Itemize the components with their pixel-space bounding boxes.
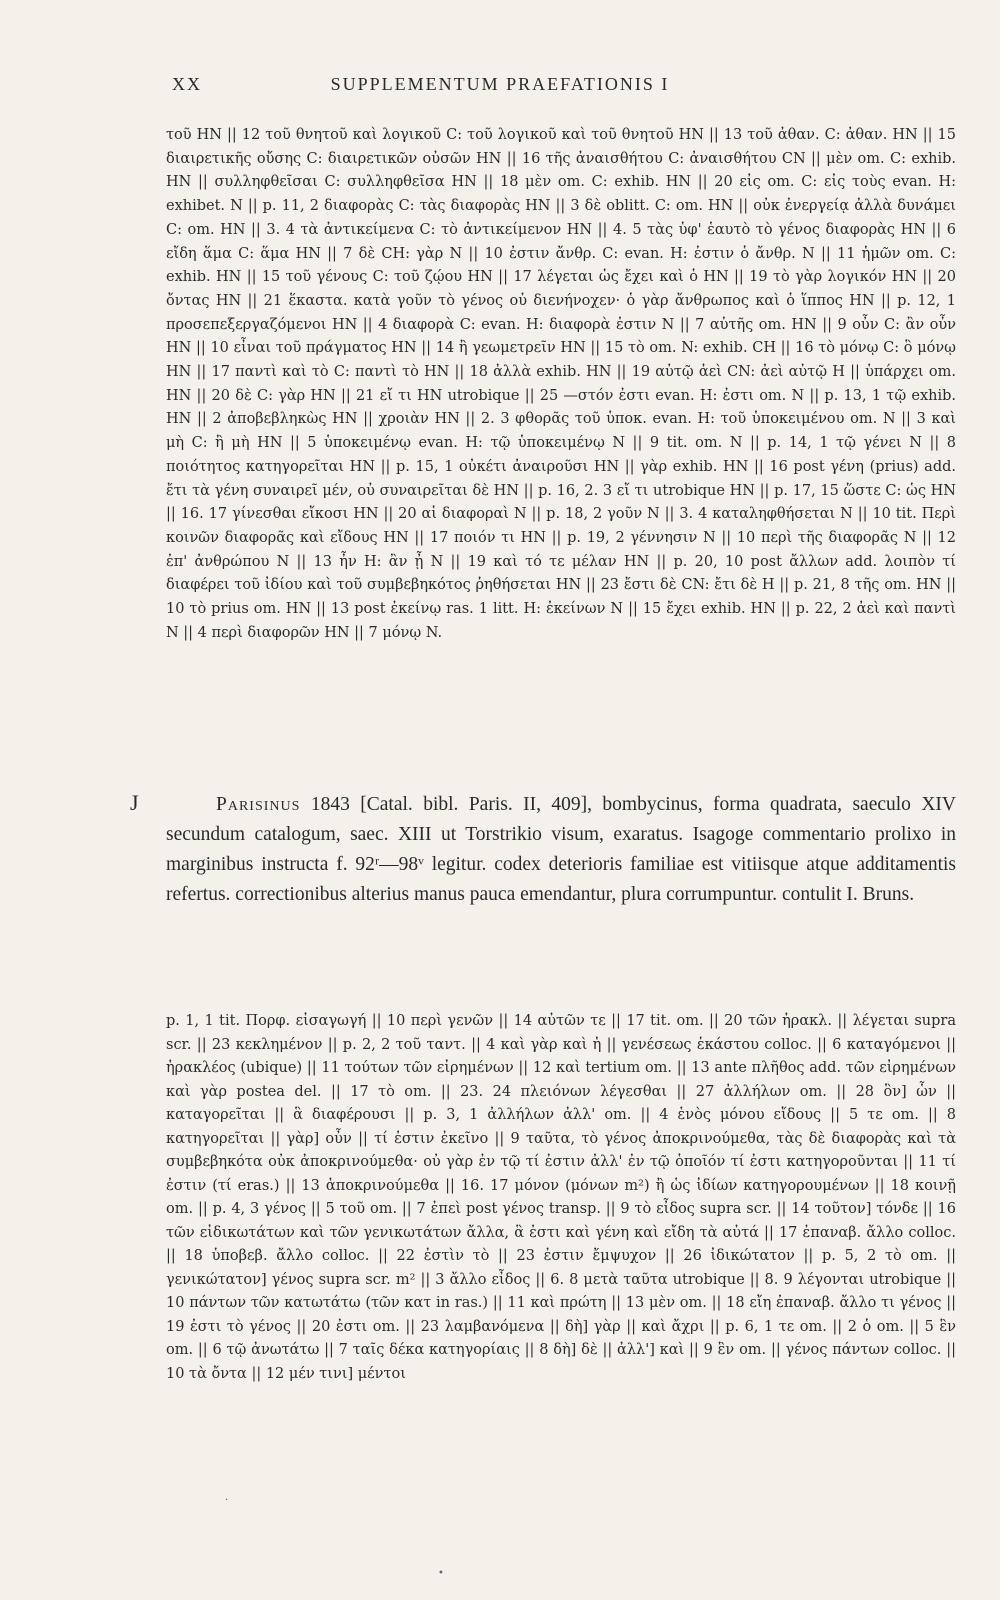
dot-mark: · [225, 1495, 229, 1506]
running-title: SUPPLEMENTUM PRAEFATIONIS I [330, 74, 670, 94]
apparatus-criticus-upper [166, 124, 956, 645]
codex-name: Parisinus [216, 794, 301, 815]
codex-description-text: 1843 [Catal. bibl. Paris. II, 409], bombycinus, forma quadrata, saeculo XIV secundum catalogum, saec. XIII ut Torstrikio visum, exaratus. Isagoge commentario prolixo in marginibus instructa f. 92ʳ—98ᵛ legitur. codex deterioris familiae est vitiisque atque additamentis refertus. correctionibus alterius manus pauca emendantur, plura corrumpuntur. contulit I. Bruns. [166, 794, 956, 905]
page-header [0, 74, 1000, 104]
codex-description [166, 790, 956, 910]
codex-siglum: J [130, 790, 139, 815]
apparatus-text: p. 1, 1 tit. Πορφ. εἰσαγωγή || 10 περὶ γενῶν || 14 αὐτῶν τε || 17 tit. om. || 20 τῶν ἡρακλ. || λέγεται supra scr. || 23 κεκλημένον || p. 2, 2 τοῦ ταντ. || 4 καὶ γὰρ καὶ ἡ || γενέσεως ἑκάστου colloc. || 6 καταγόμενοι || ἡρακλέος (ubique) || 11 τούτων τῶν εἰρημένων || 12 καὶ tertium om. || 13 ante πλῆθος add. τῶν εἰρημένων καὶ γὰρ postea del. || 17 τὸ om. || 23. 24 πλειόνων λέγεσθαι || 27 ἀλλήλων om. || 28 ὃν] ὧν || καταγορεῖται || ἃ διαφέρουσι || p. 3, 1 ἀλλήλων ἀλλ' om. || 4 ἑνὸς μόνου εἴδους || 5 τε om. || 8 κατηγορεῖται || γὰρ] οὖν || τί ἐστιν ἐκεῖνο || 9 ταῦτα, τὸ γένος ἀποκρινούμεθα, τὰς δὲ διαφορὰς καὶ τὰ συμβεβηκότα οὐκ ἀποκρινούμεθα· οὐ γὰρ ἐν τῷ τί ἐστιν ἀλλ' ἐν τῷ ὁποῖόν τί ἐστι κατηγοροῦνται || 11 τί ἐστιν (τί eras.) || 13 ἀποκρινούμεθα || 16. 17 μόνον (μόνων m²) ἢ ὡς ἰδίων κατηγορουμένων || 18 κοινῇ om. || p. 4, 3 γένος || 5 τοῦ om. || 7 ἐπεὶ post γένος transp. || 9 τὸ εἶδος supra scr. || 14 τοῦτον] τόνδε || 16 τῶν εἰδικωτάτων καὶ τῶν γενικωτάτων ἄλλα, ἃ ἐστι καὶ γένη καὶ εἴδη τὰ αὐτά || 17 ἐπαναβ. ἄλλο colloc. || 18 ὑποβεβ. ἄλλο colloc. || 22 ἐστὶν τὸ || 23 ἐστιν ἔμψυχον || 26 ἰδικώτατον || p. 5, 2 τὸ om. || γενικώτατον] γένος supra scr. m² || 3 ἄλλο εἶδος || 6. 8 μετὰ ταῦτα utrobique || 8. 9 λέγονται utrobique || 10 πάντων τῶν κατωτάτω (τῶν κατ in ras.) || 11 καὶ πρώτη || 13 μὲν om. || 18 εἴη ἐπαναβ. ἄλλο τι γένος || 19 ἐστι τὸ γένος || 20 ἐστι om. || 23 λαμβανόμενα || δὴ] γὰρ || καὶ ἄχρι || p. 6, 1 τε om. || 2 ὁ om. || 5 ἓν om. || 6 τῷ ἀνωτάτω || 7 ταῖς δέκα κατηγορίαις || 8 δὴ] δὲ || ἀλλ'] καὶ || 9 ἓν om. || γένος πάντων colloc. || 10 τὰ ὄντα || 12 μέν τινι] μέντοι [166, 1013, 956, 1382]
page-number: XX [172, 74, 202, 94]
apparatus-text: τοῦ HN || 12 τοῦ θνητοῦ καὶ λογικοῦ C: τοῦ λογικοῦ καὶ τοῦ θνητοῦ HN || 13 τοῦ ἀθαν. C: ἀθαν. HN || 15 διαιρετικῆς οὔσης C: διαιρετικῶν οὐσῶν HN || 16 τῆς ἀναισθήτου C: ἀναισθήτου CN || μὲν om. C: exhib. HN || συλληφθεῖσαι C: συλληφθεῖσα HN || 18 μὲν om. C: exhib. HN || 20 εἰς om. C: εἰς τοὺς evan. H: exhibet. N || p. 11, 2 διαφορὰς C: τὰς διαφορὰς HN || 3 δὲ oblitt. C: om. HN || οὐκ ἐνεργείᾳ ἀλλὰ δυνάμει C: om. HN || 3. 4 τὰ ἀντικείμενα C: τὸ ἀντικείμενον HN || 4. 5 τὰς ὑφ' ἑαυτὸ τὸ γένος διαφορὰς HN || 6 εἴδη ἅμα C: ἅμα HN || 7 δὲ CH: γὰρ N || 10 ἐστιν ἄνθρ. C: evan. H: ἐστιν ὁ ἄνθρ. N || 11 ἡμῶν om. C: exhib. HN || 15 τοῦ γένους C: τοῦ ζῴου HN || 17 λέγεται ὡς ἔχει καὶ ὁ HN || 19 τὸ γὰρ λογικόν HN || 20 ὄντας HN || 21 ἕκαστα. κατὰ γοῦν τὸ γένος οὐ διενήνοχεν· ὁ γὰρ ἄνθρωπος καὶ ὁ ἵππος HN || p. 12, 1 προσεπεξεργαζόμενοι HN || 4 διαφορὰ C: evan. H: διαφορὰ ἐστιν N || 7 αὐτῆς om. HN || 9 οὖν C: ἂν οὖν HN || 10 εἶναι τοῦ πράγματος HN || 14 ἢ γεωμετρεῖν HN || 15 τὸ om. N: exhib. CH || 16 τὸ μόνῳ C: ὃ μόνῳ HN || 17 παντὶ καὶ τὸ C: παντὶ τὸ HN || 18 ἀλλὰ exhib. HN || 19 αὐτῷ ἀεὶ CN: ἀεὶ αὐτῷ H || ὑπάρχει om. HN || 20 δὲ C: γὰρ HN || 21 εἴ τι HN utrobique || 25 —στόν ἐστι evan. H: ἐστι om. N || p. 13, 1 τῷ exhib. HN || 2 ἀποβεβληκὼς HN || χροιὰν HN || 2. 3 φθορᾶς τοῦ ὑποκ. evan. H: τοῦ ὑποκειμένου om. N || 3 καὶ μὴ C: ἢ μὴ HN || 5 ὑποκειμένῳ evan. H: τῷ ὑποκειμένῳ N || 9 tit. om. N || p. 14, 1 τῷ γένει N || 8 ποιότητος κατηγορεῖται HN || p. 15, 1 οὐκέτι ἀναιροῦσι HN || γὰρ exhib. HN || 16 post γένη (prius) add. ἔτι τὰ γένη συναιρεῖ μέν, οὐ συναιρεῖται δὲ HN || p. 16, 2. 3 εἴ τι utrobique HN || p. 17, 15 ὥστε C: ὡς HN || 16. 17 γίνεσθαι εἴκοσι HN || 20 αἱ διαφοραὶ N || p. 18, 2 γοῦν N || 3. 4 καταληφθήσεται N || 10 tit. Περὶ κοινῶν διαφορᾶς καὶ εἴδους HN || 17 ποιόν τι HN || p. 19, 2 γέννησιν N || 10 περὶ τῆς διαφορᾶς N || 12 ἐπ' ἀνθρώπου N || 13 ἦν H: ἂν ᾖ N || 19 καὶ τό τε μέλαν HN || p. 20, 10 post ἄλλων add. λοιπὸν τί διαφέρει τοῦ ἰδίου καὶ τοῦ συμβεβηκότος ῥηθήσεται HN || 23 ἔστι δὲ CN: ἔτι δὲ H || p. 21, 8 τῆς om. HN || 10 τὸ prius om. HN || 13 post ἐκείνῳ ras. 1 litt. H: ἐκείνων N || 15 ἔχει exhib. HN || p. 22, 2 ἀεὶ καὶ παντὶ N || 4 περὶ διαφορῶν HN || 7 μόνῳ N. [166, 127, 956, 641]
dot-mark: • [438, 1568, 444, 1579]
apparatus-criticus-lower [166, 1010, 956, 1386]
